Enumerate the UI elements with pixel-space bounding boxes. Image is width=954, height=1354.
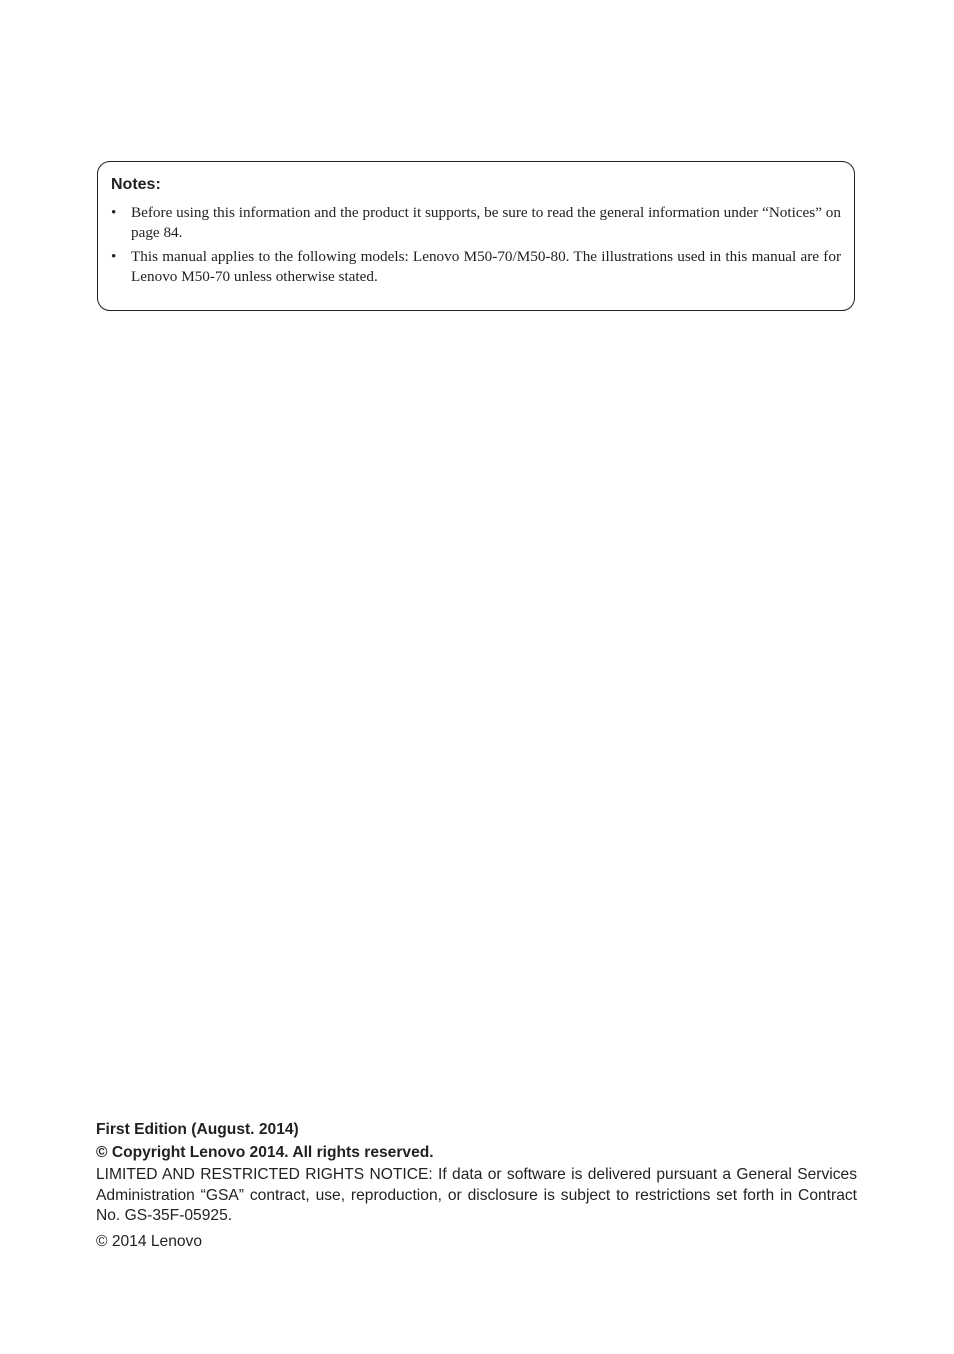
notes-item-text: Before using this information and the product it supports, be sure to read the general information under “Notices” on page 84. <box>131 204 841 241</box>
notes-item-2 <box>111 247 841 287</box>
copyright-short: © 2014 Lenovo <box>96 1232 203 1250</box>
bullet-icon: • <box>111 248 117 265</box>
notes-item-text: This manual applies to the following models: Lenovo M50-70/M50-80. The illustrations used in this manual are for Lenovo M50-70 unless otherwise stated. <box>131 248 841 285</box>
bullet-icon: • <box>111 204 117 221</box>
notes-list <box>111 203 841 287</box>
legal-block <box>96 1119 857 1252</box>
copyright-line: © Copyright Lenovo 2014. All rights reserved. <box>96 1144 434 1161</box>
notes-box <box>97 161 855 311</box>
edition-line: First Edition (August. 2014) <box>96 1121 299 1138</box>
notes-item-1 <box>111 203 841 243</box>
notes-title: Notes: <box>111 176 161 193</box>
rights-notice: LIMITED AND RESTRICTED RIGHTS NOTICE: If data or software is delivered pursuant a General Services Administration “GSA” contract, use, reproduction, or disclosure is subject to restrictions set forth in Contract No. GS-35F-05925. <box>96 1166 857 1224</box>
